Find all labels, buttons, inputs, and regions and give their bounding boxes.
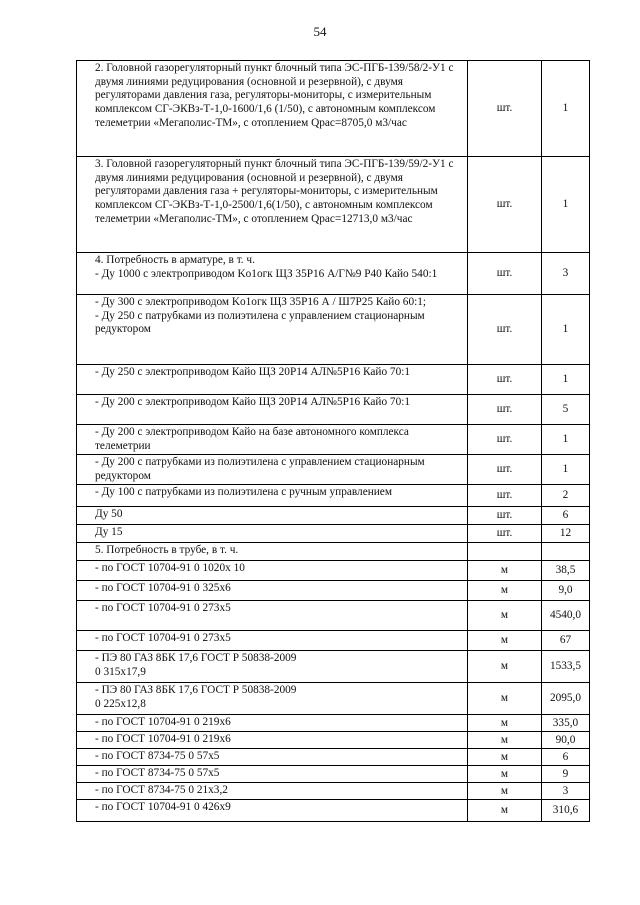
description-line: Ду 15 — [95, 526, 123, 538]
table-row — [77, 395, 590, 425]
table-row — [77, 525, 590, 543]
quantity-cell: 1 — [542, 295, 590, 365]
description-line: - по ГОСТ 10704-91 0 219х6 — [95, 716, 231, 728]
item-description — [77, 507, 468, 525]
description-line: - ПЭ 80 ГАЗ 8БК 17,6 ГОСТ Р 50838-2009 — [95, 684, 297, 696]
description-line: - Ду 200 с патрубками из полиэтилена с управлением стационарным редуктором — [95, 456, 425, 482]
description-line: - Ду 200 с электроприводом Кайо на базе автономного комплекса телеметрии — [95, 426, 409, 452]
quantity-cell: 90,0 — [542, 732, 590, 749]
unit-cell: шт. — [468, 157, 542, 253]
description-line: - по ГОСТ 10704-91 0 426х9 — [95, 801, 231, 813]
unit-cell: м — [468, 715, 542, 732]
description-line: - по ГОСТ 10704-91 0 273х5 — [95, 602, 231, 614]
table-row — [77, 783, 590, 800]
unit-cell: м — [468, 683, 542, 715]
table-row — [77, 631, 590, 651]
quantity-cell: 38,5 — [542, 561, 590, 581]
description-line: - по ГОСТ 10704-91 0 1020х 10 — [95, 562, 245, 574]
description-line: 5. Потребность в трубе, в т. ч. — [95, 544, 239, 556]
item-description — [77, 601, 468, 631]
description-line: - Ду 250 с электроприводом Кайо ЩЗ 20Р14 АЛ№5Р16 Кайо 70:1 — [95, 366, 411, 378]
table-row — [77, 651, 590, 683]
quantity-cell: 1 — [542, 157, 590, 253]
quantity-cell: 2 — [542, 485, 590, 507]
item-description — [77, 766, 468, 783]
item-description — [77, 683, 468, 715]
unit-cell: м — [468, 581, 542, 601]
unit-cell — [468, 543, 542, 561]
item-description — [77, 365, 468, 395]
description-line: - Ду 100 с патрубками из полиэтилена с ручным управлением — [95, 486, 392, 498]
page-number: 54 — [313, 24, 327, 39]
quantity-cell: 3 — [542, 783, 590, 800]
description-line: 2. Головной газорегуляторный пункт блочный типа ЭС-ПГБ-139/58/2-У1 с двумя линиями редуцирования (основной и резервной), с двумя регуляторами давления газа, регуляторы-мониторы, с измерительным комплексом СГ-ЭКВз-Т-1,0-1600/1,6 (1/50), с автономным комплексом телеметрии «Мегаполис-ТМ», с отоплением Qрас=8705,0 м3/час — [95, 62, 454, 129]
table-row — [77, 601, 590, 631]
table-row — [77, 800, 590, 822]
table-row — [77, 425, 590, 455]
description-line: - по ГОСТ 8734-75 0 21х3,2 — [95, 784, 228, 796]
quantity-cell: 310,6 — [542, 800, 590, 822]
description-line: - Ду 300 с электроприводом Ko1огк ЩЗ 35Р16 А / Ш7Р25 Кайо 60:1; — [95, 296, 427, 308]
item-description — [77, 749, 468, 766]
item-description — [77, 543, 468, 561]
quantity-cell: 9 — [542, 766, 590, 783]
quantity-cell: 3 — [542, 253, 590, 295]
description-line: 0 225х12,8 — [95, 697, 146, 710]
table-row — [77, 715, 590, 732]
table-row — [77, 61, 590, 157]
item-description — [77, 561, 468, 581]
unit-cell: м — [468, 601, 542, 631]
unit-cell: шт. — [468, 365, 542, 395]
table-row — [77, 749, 590, 766]
table-row — [77, 581, 590, 601]
description-line: - по ГОСТ 8734-75 0 57х5 — [95, 750, 220, 762]
quantity-cell: 1 — [542, 61, 590, 157]
description-line: - Ду 200 с электроприводом Кайо ЩЗ 20Р14 АЛ№5Р16 Кайо 70:1 — [95, 396, 411, 408]
quantity-cell: 335,0 — [542, 715, 590, 732]
quantity-cell: 12 — [542, 525, 590, 543]
unit-cell: шт. — [468, 455, 542, 485]
unit-cell: шт. — [468, 425, 542, 455]
item-description — [77, 157, 468, 253]
table-row — [77, 507, 590, 525]
unit-cell: м — [468, 631, 542, 651]
unit-cell: м — [468, 800, 542, 822]
item-description — [77, 800, 468, 822]
description-line: Ду 50 — [95, 508, 123, 520]
description-line: - по ГОСТ 10704-91 0 219х6 — [95, 733, 231, 745]
quantity-cell: 1 — [542, 425, 590, 455]
description-line: 3. Головной газорегуляторный пункт блочный типа ЭС-ПГБ-139/59/2-У1 с двумя линиями редуцирования (основной и резервной), с двумя регуляторами давления газа + регуляторы-мониторы, с измерительным комплексом СГ-ЭКВз-Т-1,0-2500/1,6(1/50), с автономным комплексом телеметрии «Мегаполис-ТМ», с отоплением Qрас=12713,0 м3/час — [95, 158, 454, 225]
table-row — [77, 561, 590, 581]
item-description — [77, 783, 468, 800]
table-row — [77, 683, 590, 715]
item-description — [77, 425, 468, 455]
item-description — [77, 732, 468, 749]
quantity-cell: 1533,5 — [542, 651, 590, 683]
unit-cell: м — [468, 732, 542, 749]
description-line: - ПЭ 80 ГАЗ 8БК 17,6 ГОСТ Р 50838-2009 — [95, 652, 297, 664]
unit-cell: м — [468, 651, 542, 683]
unit-cell: шт. — [468, 395, 542, 425]
unit-cell: м — [468, 783, 542, 800]
description-line: - по ГОСТ 10704-91 0 325х6 — [95, 582, 231, 594]
quantity-cell: 9,0 — [542, 581, 590, 601]
table-row — [77, 365, 590, 395]
table-row — [77, 543, 590, 561]
quantity-cell: 5 — [542, 395, 590, 425]
item-description — [77, 295, 468, 365]
table-row — [77, 732, 590, 749]
table-row — [77, 455, 590, 485]
description-line: 0 315х17,9 — [95, 665, 146, 678]
requirements-table — [76, 60, 590, 822]
quantity-cell: 1 — [542, 455, 590, 485]
quantity-cell: 67 — [542, 631, 590, 651]
item-description — [77, 715, 468, 732]
table-row — [77, 157, 590, 253]
unit-cell: шт. — [468, 253, 542, 295]
item-description — [77, 253, 468, 295]
unit-cell: шт. — [468, 295, 542, 365]
quantity-cell: 1 — [542, 365, 590, 395]
item-description — [77, 485, 468, 507]
description-line: - Ду 1000 с электроприводом Ko1огк ЩЗ 35Р16 А/Г№9 Р40 Кайо 540:1 — [95, 267, 438, 280]
unit-cell: м — [468, 561, 542, 581]
quantity-cell: 2095,0 — [542, 683, 590, 715]
quantity-cell: 6 — [542, 507, 590, 525]
unit-cell: шт. — [468, 525, 542, 543]
table-row — [77, 766, 590, 783]
item-description — [77, 651, 468, 683]
quantity-cell: 4540,0 — [542, 601, 590, 631]
table-row — [77, 295, 590, 365]
table-row — [77, 253, 590, 295]
description-line: - по ГОСТ 8734-75 0 57х5 — [95, 767, 220, 779]
unit-cell: шт. — [468, 485, 542, 507]
item-description — [77, 61, 468, 157]
description-line: 4. Потребность в арматуре, в т. ч. — [95, 254, 255, 266]
item-description — [77, 581, 468, 601]
quantity-cell: 6 — [542, 749, 590, 766]
quantity-cell — [542, 543, 590, 561]
item-description — [77, 395, 468, 425]
description-line: - Ду 250 с патрубками из полиэтилена с управлением стационарным редуктором — [95, 309, 425, 336]
item-description — [77, 631, 468, 651]
unit-cell: м — [468, 766, 542, 783]
item-description — [77, 525, 468, 543]
table-row — [77, 485, 590, 507]
item-description — [77, 455, 468, 485]
table-body — [77, 61, 590, 822]
unit-cell: м — [468, 749, 542, 766]
unit-cell: шт. — [468, 507, 542, 525]
description-line: - по ГОСТ 10704-91 0 273х5 — [95, 632, 231, 644]
unit-cell: шт. — [468, 61, 542, 157]
